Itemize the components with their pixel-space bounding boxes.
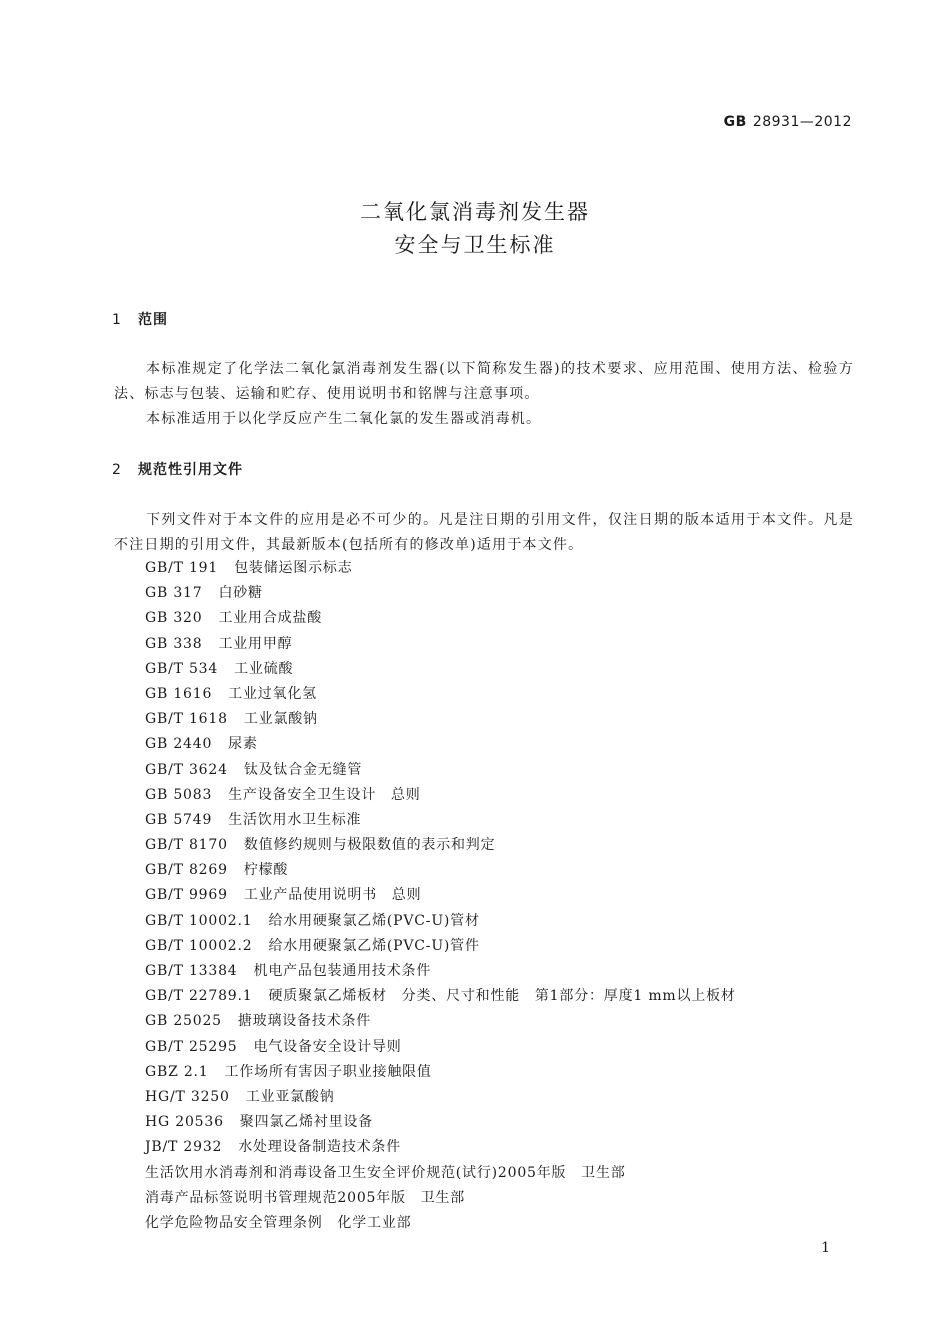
reference-code: GB/T 3624 xyxy=(145,761,228,778)
reference-title: 工业亚氯酸钠 xyxy=(245,1088,335,1105)
references-intro-paragraph: 下列文件对于本文件的应用是必不可少的。凡是注日期的引用文件，仅注日期的版本适用于本文件。凡是不注日期的引用文件，其最新版本(包括所有的修改单)适用于本文件。 xyxy=(114,512,854,553)
reference-title: 钛及钛合金无缝管 xyxy=(243,761,363,778)
reference-title: 工业产品使用说明书 总则 xyxy=(243,887,422,904)
reference-title: 工作场所有害因子职业接触限值 xyxy=(224,1063,432,1080)
reference-title: 水处理设备制造技术条件 xyxy=(238,1139,402,1156)
reference-item xyxy=(145,833,736,858)
reference-code: GB 320 xyxy=(145,610,203,627)
reference-title: 硬质聚氯乙烯板材 分类、尺寸和性能 第1部分：厚度1 mm以上板材 xyxy=(268,988,736,1005)
reference-title: 工业氯酸钠 xyxy=(243,711,318,728)
section-1-heading xyxy=(112,309,168,329)
page-number: 1 xyxy=(821,1240,830,1256)
reference-code: HG 20536 xyxy=(145,1114,224,1131)
reference-code: GB/T 8269 xyxy=(145,862,228,879)
reference-item xyxy=(145,1110,736,1135)
reference-item xyxy=(145,657,736,682)
reference-code: GB 5083 xyxy=(145,786,213,803)
reference-code: GB/T 13384 xyxy=(145,963,238,979)
reference-item xyxy=(145,1035,736,1060)
reference-item xyxy=(145,808,736,833)
section-2-heading xyxy=(112,459,243,479)
standard-code xyxy=(724,114,852,130)
document-title-line2: 安全与卫生标准 xyxy=(394,233,556,257)
reference-title: 白砂糖 xyxy=(218,585,263,602)
reference-code: GB/T 534 xyxy=(145,660,219,677)
reference-code: GB/T 191 xyxy=(145,560,219,576)
reference-item xyxy=(145,1211,736,1236)
reference-title: 化学危险物品安全管理条例 化学工业部 xyxy=(145,1214,412,1231)
reference-code: GB/T 22789.1 xyxy=(145,988,253,1005)
reference-title: 尿素 xyxy=(228,736,258,753)
reference-code: GB/T 9969 xyxy=(145,887,228,904)
reference-title: 电气设备安全设计导则 xyxy=(253,1038,402,1055)
reference-item xyxy=(145,732,736,757)
reference-item xyxy=(145,632,736,657)
reference-item xyxy=(145,707,736,732)
reference-title: 给水用硬聚氯乙烯(PVC-U)管件 xyxy=(268,937,480,954)
standard-number: 28931—2012 xyxy=(752,114,852,130)
standard-prefix: GB xyxy=(723,114,747,130)
reference-code: JB/T 2932 xyxy=(145,1139,223,1156)
reference-title: 生产设备安全卫生设计 总则 xyxy=(228,786,421,803)
reference-code: GB 5749 xyxy=(145,811,213,828)
reference-title: 机电产品包装通用技术条件 xyxy=(253,963,432,979)
normative-references-list xyxy=(145,556,736,1236)
reference-code: GB 317 xyxy=(145,585,203,602)
reference-code: GB/T 10002.2 xyxy=(145,937,253,954)
reference-code: GB/T 25295 xyxy=(145,1038,238,1055)
reference-title: 生活饮用水卫生标准 xyxy=(228,811,362,828)
reference-code: GBZ 2.1 xyxy=(145,1063,209,1080)
reference-item xyxy=(145,556,736,581)
reference-item xyxy=(145,1186,736,1211)
scope-paragraph-1: 本标准规定了化学法二氧化氯消毒剂发生器(以下简称发生器)的技术要求、应用范围、使用方法、检验方法、标志与包装、运输和贮存、使用说明书和铭牌与注意事项。 xyxy=(114,361,854,402)
reference-title: 工业用合成盐酸 xyxy=(218,610,323,627)
reference-item xyxy=(145,1085,736,1110)
reference-code: GB 25025 xyxy=(145,1013,222,1030)
reference-title: 搪玻璃设备技术条件 xyxy=(237,1013,372,1030)
reference-item xyxy=(145,959,736,984)
reference-item xyxy=(145,1161,736,1186)
reference-code: GB 338 xyxy=(145,635,203,652)
reference-item xyxy=(145,581,736,606)
reference-item xyxy=(145,1135,736,1160)
reference-title: 工业硫酸 xyxy=(234,660,294,677)
reference-title: 聚四氯乙烯衬里设备 xyxy=(239,1114,373,1131)
reference-item xyxy=(145,758,736,783)
document-title-line1: 二氧化氯消毒剂发生器 xyxy=(360,200,590,224)
reference-title: 工业用甲醇 xyxy=(218,635,293,652)
section-title: 范围 xyxy=(138,312,168,328)
reference-code: GB/T 10002.1 xyxy=(145,912,253,929)
reference-item xyxy=(145,606,736,631)
reference-title: 包装储运图示标志 xyxy=(234,560,353,576)
reference-title: 柠檬酸 xyxy=(243,862,289,879)
reference-item xyxy=(145,783,736,808)
reference-code: GB 1616 xyxy=(145,685,213,702)
section-number: 2 xyxy=(112,462,122,478)
section-number: 1 xyxy=(112,312,122,328)
reference-item xyxy=(145,858,736,883)
reference-code: GB/T 8170 xyxy=(145,837,228,854)
reference-title: 消毒产品标签说明书管理规范2005年版 卫生部 xyxy=(145,1189,466,1206)
reference-item xyxy=(145,984,736,1009)
reference-title: 数值修约规则与极限数值的表示和判定 xyxy=(243,837,496,854)
reference-item xyxy=(145,682,736,707)
reference-code: HG/T 3250 xyxy=(145,1088,230,1105)
section-title: 规范性引用文件 xyxy=(138,462,243,478)
reference-code: GB/T 1618 xyxy=(145,711,228,728)
reference-item xyxy=(145,883,736,908)
reference-code: GB 2440 xyxy=(145,736,213,753)
reference-title: 工业过氧化氢 xyxy=(228,685,317,702)
reference-item xyxy=(145,934,736,959)
reference-item xyxy=(145,1009,736,1034)
reference-item xyxy=(145,1060,736,1085)
reference-title: 给水用硬聚氯乙烯(PVC-U)管材 xyxy=(268,912,480,929)
scope-paragraph-2: 本标准适用于以化学反应产生二氧化氯的发生器或消毒机。 xyxy=(146,411,542,427)
reference-item xyxy=(145,909,736,934)
reference-title: 生活饮用水消毒剂和消毒设备卫生安全评价规范(试行)2005年版 卫生部 xyxy=(145,1164,626,1181)
